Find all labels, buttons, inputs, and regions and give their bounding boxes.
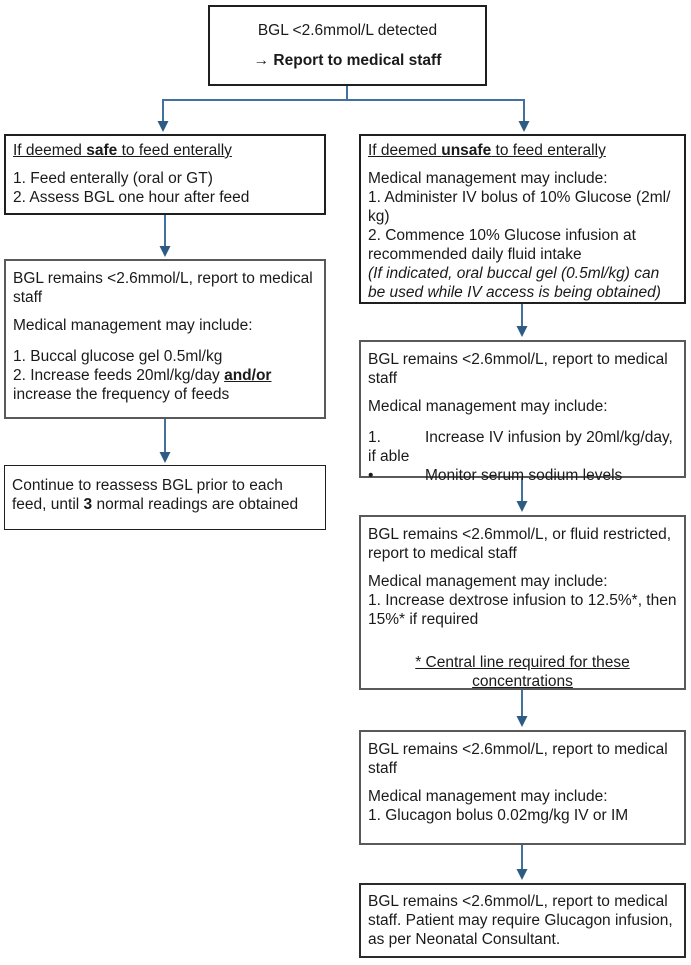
heading-text: If deemed (368, 142, 442, 159)
unsafe-final-box (359, 883, 686, 958)
safe-continue-box (4, 465, 326, 530)
box-heading (13, 141, 317, 160)
report-to-medical-staff-text: → Report to medical staff (253, 52, 442, 69)
box-paragraph: Medical management may include: (13, 317, 253, 334)
heading-bold-word: unsafe (441, 142, 492, 159)
box-paragraph: Medical management may include: (368, 170, 608, 187)
box-paragraph (12, 476, 318, 514)
heading-text: to feed enterally (491, 142, 606, 159)
unsafe-step3-box (359, 515, 686, 690)
list-item-text: 2. Increase feeds 20ml/kg/day (13, 367, 225, 384)
box-paragraph: BGL remains <2.6mmol/L, or fluid restricted, report to medical staff (368, 526, 672, 562)
heading-text: If deemed (13, 142, 87, 159)
connector-arrowhead (158, 121, 169, 132)
unsafe-step2-box (359, 340, 686, 484)
box-paragraph: BGL remains <2.6mmol/L, report to medical staff (13, 270, 313, 306)
central-line-footnote: * Central line required for these concentrations (415, 654, 630, 690)
continue-text: normal readings are obtained (92, 496, 299, 513)
unsafe-branch-box (359, 134, 686, 304)
box-paragraph: BGL remains <2.6mmol/L, report to medical staff (368, 351, 668, 387)
three-readings-bold-text: 3 (83, 496, 93, 513)
safe-report-box (4, 259, 326, 419)
connector-arrowhead (519, 121, 530, 132)
list-item: 2. Commence 10% Glucose infusion at recommended daily fluid intake (368, 227, 636, 263)
connector-arrowhead (517, 326, 528, 337)
list-item: 2. Assess BGL one hour after feed (13, 189, 250, 206)
connector-arrowhead (517, 869, 528, 880)
start-box (208, 5, 487, 86)
connector-arrowhead (517, 501, 528, 512)
box-paragraph: Medical management may include: (368, 573, 608, 590)
continue-text: Continue to reassess BGL prior to each feed, until (12, 477, 283, 513)
list-item-text: increase the frequency of feeds (13, 386, 230, 403)
connector-arrowhead (160, 246, 171, 257)
list-item: 1. Glucagon bolus 0.02mg/kg IV or IM (368, 807, 629, 824)
heading-bold-word: safe (86, 142, 118, 159)
bullet-icon: • (368, 467, 374, 484)
bullet-item-text: Monitor serum sodium levels (425, 467, 623, 484)
list-item (368, 428, 677, 466)
and-or-bold-text: and/or (224, 367, 272, 384)
box-paragraph: BGL remains <2.6mmol/L, report to medical staff. Patient may require Glucagon infusion, as per Neonatal Consultant. (368, 893, 673, 948)
connector-arrowhead (160, 452, 171, 463)
box-heading (368, 141, 677, 160)
list-item: 1. Buccal glucose gel 0.5ml/kg (13, 348, 223, 365)
start-text: BGL <2.6mmol/L detected (257, 22, 438, 39)
unsafe-step4-box (359, 730, 686, 845)
box-paragraph: Medical management may include: (368, 788, 608, 805)
italic-note: (If indicated, oral buccal gel (0.5ml/kg) can be used while IV access is being obtained) (368, 265, 661, 301)
bullet-item (368, 466, 677, 485)
list-item-text: Increase IV infusion by 20ml/​kg/​day, if able (368, 429, 673, 465)
list-item: 1. Increase dextrose infusion to 12.5%*, then 15%* if required (368, 592, 677, 628)
box-paragraph: BGL remains <2.6mmol/L, report to medical staff (368, 741, 668, 777)
heading-text: to feed enterally (117, 142, 232, 159)
list-number: 1. (368, 429, 381, 446)
list-item (13, 366, 317, 404)
list-item: 1. Administer IV bolus of 10% Glucose (2ml/​kg) (368, 189, 671, 225)
list-item: 1. Feed enterally (oral or GT) (13, 170, 213, 187)
connector-arrowhead (517, 716, 528, 727)
box-paragraph: Medical management may include: (368, 398, 608, 415)
safe-branch-box (4, 134, 326, 215)
